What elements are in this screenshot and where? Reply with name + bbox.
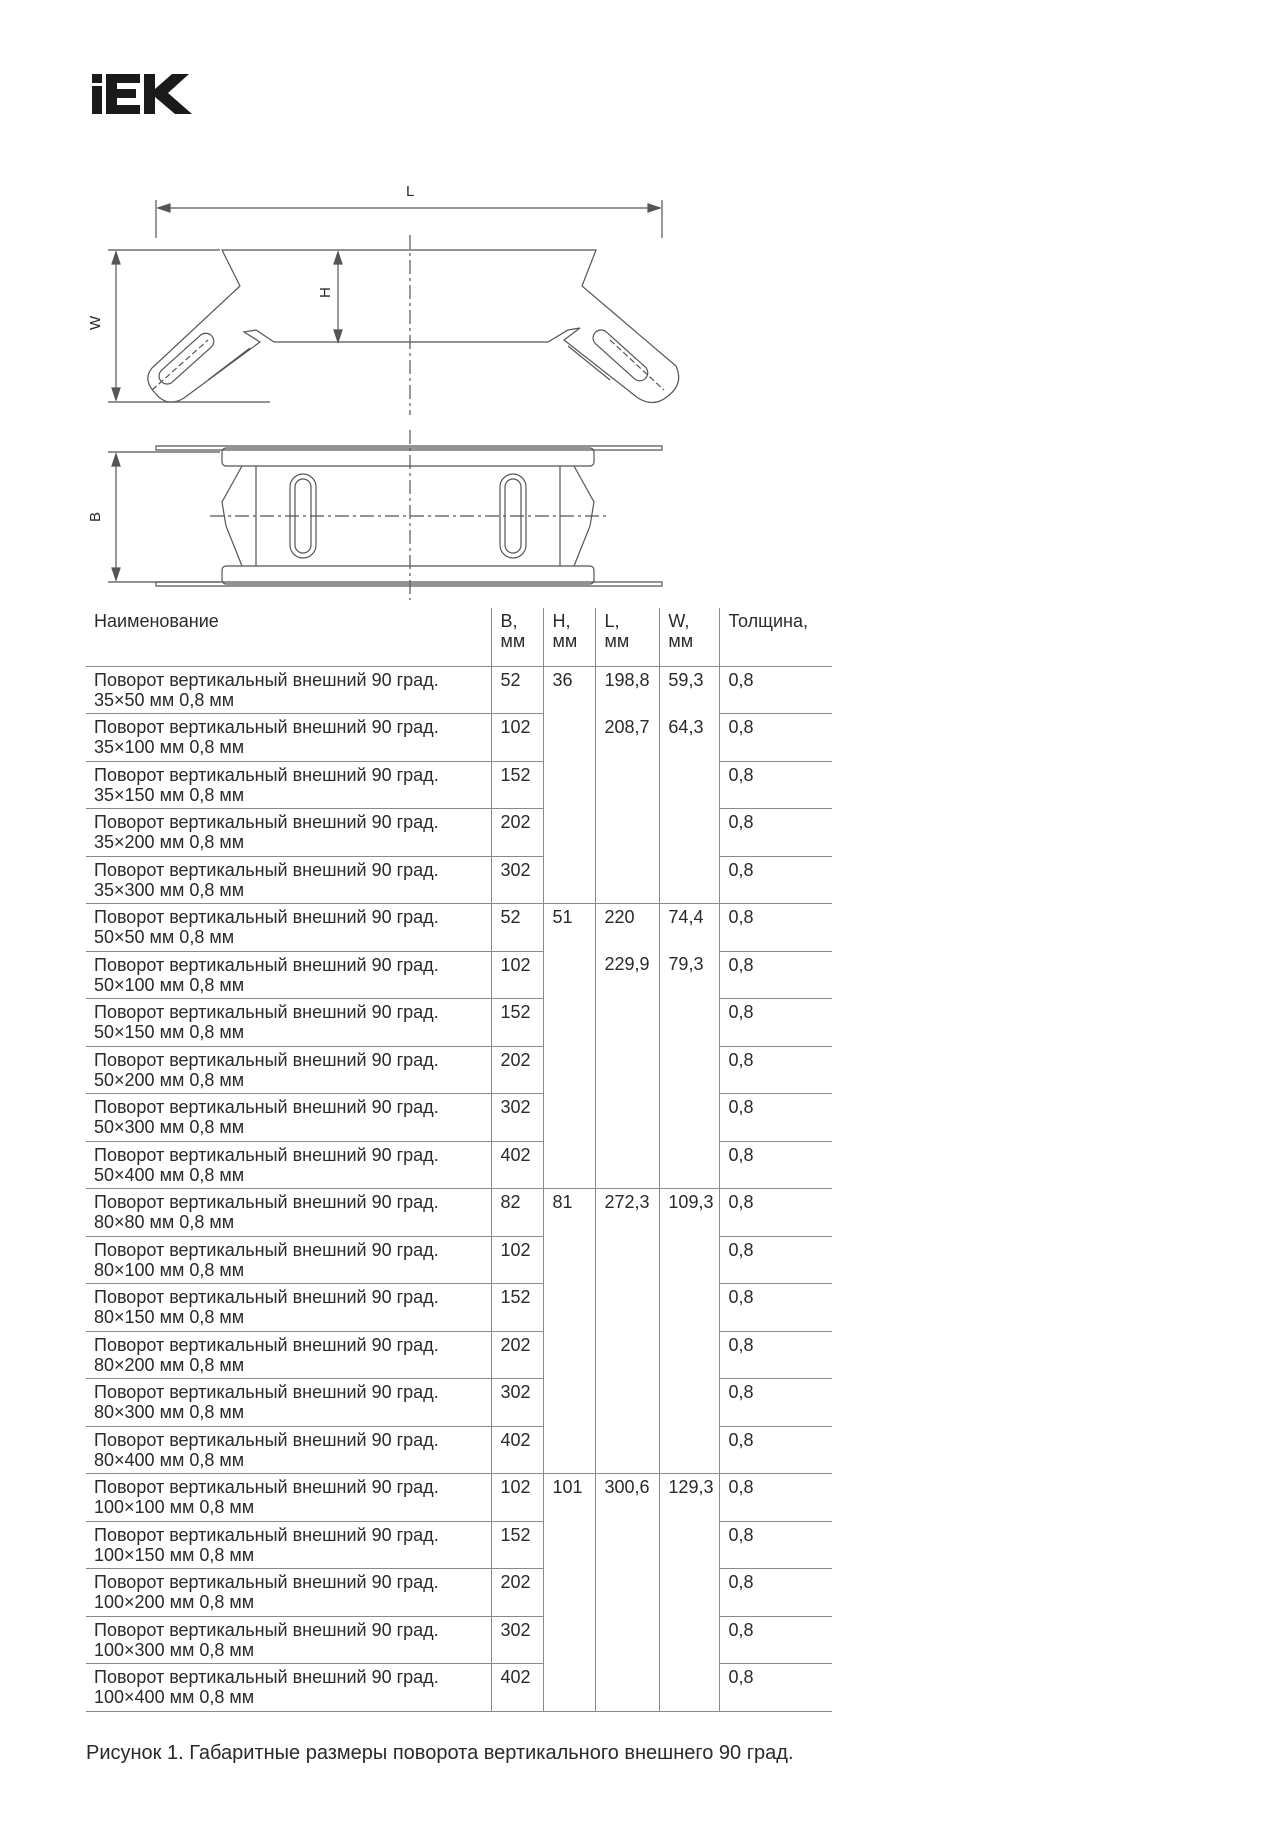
table-row — [86, 1236, 832, 1284]
cell-name — [86, 1474, 492, 1522]
cell-name — [86, 1094, 492, 1142]
cell-h — [544, 714, 596, 762]
cell-l — [596, 761, 660, 809]
table-row — [86, 714, 832, 762]
cell-l — [596, 1569, 660, 1617]
cell-l — [596, 809, 660, 857]
cell-w — [660, 1046, 720, 1094]
cell-l — [596, 1521, 660, 1569]
cell-l: 300,6 — [596, 1474, 660, 1522]
cell-l: 229,9 — [596, 951, 660, 999]
cell-thickness: 0,8 — [720, 1569, 832, 1617]
cell-thickness: 0,8 — [720, 904, 832, 952]
cell-thickness: 0,8 — [720, 1474, 832, 1522]
cell-w — [660, 1616, 720, 1664]
table-row — [86, 1331, 832, 1379]
cell-name-line2: 80×200 мм 0,8 мм — [94, 1354, 245, 1375]
cell-name — [86, 951, 492, 999]
cell-name-line1: Поворот вертикальный внешний 90 град. — [94, 717, 439, 737]
cell-b: 152 — [492, 1521, 544, 1569]
cell-h — [544, 1616, 596, 1664]
cell-h — [544, 761, 596, 809]
cell-b: 152 — [492, 1284, 544, 1332]
cell-w — [660, 1094, 720, 1142]
cell-name-line2: 50×300 мм 0,8 мм — [94, 1117, 245, 1137]
dim-label-h: H — [317, 287, 334, 298]
header-h-line1: H, — [552, 611, 571, 631]
table-row — [86, 1046, 832, 1094]
cell-l — [596, 1094, 660, 1142]
cell-b: 52 — [492, 666, 544, 714]
cell-h — [544, 1046, 596, 1094]
cell-name-line1: Поворот вертикальный внешний 90 град. — [94, 812, 439, 832]
cell-b: 82 — [492, 1189, 544, 1237]
cell-name-line2: 35×150 мм 0,8 мм — [94, 784, 245, 805]
header-b — [492, 608, 544, 666]
cell-name-line2: 35×200 мм 0,8 мм — [94, 832, 245, 852]
cell-name — [86, 1379, 492, 1427]
cell-name-line2: 50×50 мм 0,8 мм — [94, 927, 235, 947]
cell-thickness: 0,8 — [720, 666, 832, 714]
dim-label-l: L — [406, 183, 415, 200]
cell-h — [544, 1569, 596, 1617]
cell-w — [660, 1569, 720, 1617]
cell-h — [544, 1094, 596, 1142]
table-row — [86, 1094, 832, 1142]
table-row — [86, 1426, 832, 1474]
cell-name — [86, 999, 492, 1047]
cell-name — [86, 1664, 492, 1712]
cell-name-line1: Поворот вертикальный внешний 90 град. — [94, 1572, 439, 1592]
cell-name-line1: Поворот вертикальный внешний 90 град. — [94, 669, 439, 690]
cell-h: 36 — [544, 666, 596, 714]
cell-name-line2: 100×400 мм 0,8 мм — [94, 1687, 255, 1707]
table-row — [86, 761, 832, 809]
cell-b: 302 — [492, 1616, 544, 1664]
cell-thickness: 0,8 — [720, 1426, 832, 1474]
cell-name — [86, 714, 492, 762]
cell-b: 402 — [492, 1426, 544, 1474]
cell-w: 59,3 — [660, 666, 720, 714]
cell-name-line1: Поворот вертикальный внешний 90 град. — [94, 859, 439, 880]
cell-l: 220 — [596, 904, 660, 952]
cell-l — [596, 1236, 660, 1284]
cell-h: 81 — [544, 1189, 596, 1237]
header-h — [544, 608, 596, 666]
cell-w — [660, 1331, 720, 1379]
cell-name-line2: 50×150 мм 0,8 мм — [94, 1022, 245, 1042]
cell-l — [596, 1284, 660, 1332]
cell-name-line2: 50×200 мм 0,8 мм — [94, 1069, 245, 1090]
cell-l — [596, 1616, 660, 1664]
cell-name-line2: 80×80 мм 0,8 мм — [94, 1212, 235, 1232]
header-thickness-line1: Толщина, — [728, 611, 808, 631]
cell-name-line1: Поворот вертикальный внешний 90 град. — [94, 1097, 439, 1117]
cell-name-line1: Поворот вертикальный внешний 90 град. — [94, 764, 439, 785]
cell-name — [86, 809, 492, 857]
cell-thickness: 0,8 — [720, 1094, 832, 1142]
header-w — [660, 608, 720, 666]
cell-w — [660, 1236, 720, 1284]
cell-name-line1: Поворот вертикальный внешний 90 град. — [94, 907, 439, 927]
cell-l — [596, 1664, 660, 1712]
cell-b: 102 — [492, 1474, 544, 1522]
cell-thickness: 0,8 — [720, 1664, 832, 1712]
cell-w — [660, 1521, 720, 1569]
cell-b: 302 — [492, 1094, 544, 1142]
cell-l — [596, 1141, 660, 1189]
cell-name — [86, 1521, 492, 1569]
cell-name-line1: Поворот вертикальный внешний 90 град. — [94, 954, 439, 975]
cell-name — [86, 1616, 492, 1664]
cell-b: 202 — [492, 1331, 544, 1379]
cell-name-line1: Поворот вертикальный внешний 90 град. — [94, 1382, 439, 1402]
cell-w — [660, 1141, 720, 1189]
cell-name-line2: 35×300 мм 0,8 мм — [94, 879, 245, 900]
table-row — [86, 1521, 832, 1569]
cell-name-line2: 100×200 мм 0,8 мм — [94, 1592, 255, 1612]
cell-name-line1: Поворот вертикальный внешний 90 град. — [94, 1429, 439, 1450]
cell-h — [544, 999, 596, 1047]
table-row — [86, 1189, 832, 1237]
cell-l: 272,3 — [596, 1189, 660, 1237]
cell-name-line1: Поворот вертикальный внешний 90 град. — [94, 1619, 439, 1640]
table-row — [86, 999, 832, 1047]
iek-logo — [92, 74, 196, 114]
cell-b: 152 — [492, 761, 544, 809]
dim-label-w: W — [87, 315, 104, 330]
header-b-line2: мм — [500, 631, 526, 651]
cell-name-line2: 80×100 мм 0,8 мм — [94, 1259, 245, 1280]
header-l-line2: мм — [604, 631, 630, 651]
cell-h — [544, 1236, 596, 1284]
cell-name-line2: 80×150 мм 0,8 мм — [94, 1307, 245, 1327]
cell-h — [544, 1521, 596, 1569]
table-row — [86, 809, 832, 857]
cell-thickness: 0,8 — [720, 999, 832, 1047]
table-header-row — [86, 608, 832, 666]
cell-b: 202 — [492, 1046, 544, 1094]
cell-b: 52 — [492, 904, 544, 952]
cell-thickness: 0,8 — [720, 1189, 832, 1237]
cell-name-line1: Поворот вертикальный внешний 90 град. — [94, 1524, 439, 1545]
cell-h — [544, 856, 596, 904]
cell-b: 302 — [492, 1379, 544, 1427]
cell-name-line2: 80×400 мм 0,8 мм — [94, 1449, 245, 1470]
cell-l — [596, 1331, 660, 1379]
cell-w: 64,3 — [660, 714, 720, 762]
cell-name-line1: Поворот вертикальный внешний 90 град. — [94, 1049, 439, 1070]
cell-name-line1: Поворот вертикальный внешний 90 град. — [94, 1334, 439, 1355]
cell-name — [86, 761, 492, 809]
cell-b: 102 — [492, 714, 544, 762]
cell-name — [86, 1331, 492, 1379]
cell-b: 202 — [492, 809, 544, 857]
cell-name-line1: Поворот вертикальный внешний 90 град. — [94, 1192, 439, 1212]
dim-label-b: B — [87, 511, 104, 522]
table-row — [86, 1616, 832, 1664]
cell-b: 302 — [492, 856, 544, 904]
cell-thickness: 0,8 — [720, 1046, 832, 1094]
cell-w — [660, 1379, 720, 1427]
cell-thickness: 0,8 — [720, 1521, 832, 1569]
cell-h — [544, 1284, 596, 1332]
cell-b: 402 — [492, 1664, 544, 1712]
cell-thickness: 0,8 — [720, 1616, 832, 1664]
cell-w: 74,4 — [660, 904, 720, 952]
cell-name-line1: Поворот вертикальный внешний 90 град. — [94, 1667, 439, 1687]
cell-l — [596, 856, 660, 904]
dimension-drawing — [80, 180, 700, 600]
header-w-line1: W, — [668, 611, 690, 631]
table-row — [86, 666, 832, 714]
header-l-line1: L, — [604, 611, 620, 631]
cell-name-line2: 100×100 мм 0,8 мм — [94, 1497, 255, 1517]
cell-l: 198,8 — [596, 666, 660, 714]
table-row — [86, 1474, 832, 1522]
cell-h — [544, 1426, 596, 1474]
cell-l — [596, 999, 660, 1047]
cell-thickness: 0,8 — [720, 1236, 832, 1284]
cell-b: 202 — [492, 1569, 544, 1617]
cell-name-line1: Поворот вертикальный внешний 90 град. — [94, 1144, 439, 1165]
cell-name — [86, 1284, 492, 1332]
cell-name — [86, 904, 492, 952]
table-row — [86, 1569, 832, 1617]
cell-l — [596, 1046, 660, 1094]
cell-w: 79,3 — [660, 951, 720, 999]
cell-name-line1: Поворот вертикальный внешний 90 град. — [94, 1287, 439, 1307]
cell-thickness: 0,8 — [720, 809, 832, 857]
cell-name-line2: 35×50 мм 0,8 мм — [94, 689, 235, 710]
cell-h — [544, 809, 596, 857]
cell-name — [86, 666, 492, 714]
cell-h — [544, 951, 596, 999]
cell-w — [660, 1284, 720, 1332]
table-row — [86, 1141, 832, 1189]
cell-thickness: 0,8 — [720, 856, 832, 904]
cell-h — [544, 1379, 596, 1427]
table-row — [86, 1379, 832, 1427]
table-row — [86, 856, 832, 904]
cell-l — [596, 1426, 660, 1474]
cell-name-line2: 100×150 мм 0,8 мм — [94, 1544, 255, 1565]
header-thickness — [720, 608, 832, 666]
cell-name-line2: 50×400 мм 0,8 мм — [94, 1164, 245, 1185]
cell-name-line1: Поворот вертикальный внешний 90 град. — [94, 1239, 439, 1260]
cell-h — [544, 1664, 596, 1712]
cell-thickness: 0,8 — [720, 1331, 832, 1379]
table-row — [86, 1664, 832, 1712]
cell-name — [86, 1426, 492, 1474]
cell-name — [86, 1046, 492, 1094]
cell-thickness: 0,8 — [720, 1379, 832, 1427]
cell-b: 152 — [492, 999, 544, 1047]
cell-b: 102 — [492, 951, 544, 999]
cell-name-line2: 100×300 мм 0,8 мм — [94, 1639, 255, 1660]
cell-h — [544, 1331, 596, 1379]
cell-name — [86, 856, 492, 904]
table-row — [86, 904, 832, 952]
cell-thickness: 0,8 — [720, 714, 832, 762]
table-row — [86, 951, 832, 999]
cell-thickness: 0,8 — [720, 951, 832, 999]
cell-name-line2: 35×100 мм 0,8 мм — [94, 737, 245, 757]
cell-name — [86, 1141, 492, 1189]
header-h-line2: мм — [552, 631, 578, 651]
cell-w: 109,3 — [660, 1189, 720, 1237]
cell-name-line1: Поворот вертикальный внешний 90 град. — [94, 1477, 439, 1497]
cell-l: 208,7 — [596, 714, 660, 762]
cell-w — [660, 761, 720, 809]
header-l — [596, 608, 660, 666]
cell-name-line2: 80×300 мм 0,8 мм — [94, 1402, 245, 1422]
cell-thickness: 0,8 — [720, 761, 832, 809]
cell-thickness: 0,8 — [720, 1284, 832, 1332]
cell-w — [660, 856, 720, 904]
table-body — [86, 666, 832, 1711]
cell-thickness: 0,8 — [720, 1141, 832, 1189]
header-name: Наименование — [86, 608, 492, 666]
cell-w — [660, 1664, 720, 1712]
header-b-line1: B, — [500, 611, 518, 631]
cell-name-line2: 50×100 мм 0,8 мм — [94, 974, 245, 995]
cell-name — [86, 1189, 492, 1237]
cell-h — [544, 1141, 596, 1189]
cell-name — [86, 1236, 492, 1284]
cell-b: 102 — [492, 1236, 544, 1284]
cell-h: 101 — [544, 1474, 596, 1522]
figure-caption: Рисунок 1. Габаритные размеры поворота вертикального внешнего 90 град. — [86, 1742, 794, 1764]
cell-l — [596, 1379, 660, 1427]
cell-b: 402 — [492, 1141, 544, 1189]
spec-table — [86, 608, 832, 1712]
table-row — [86, 1284, 832, 1332]
cell-w — [660, 1426, 720, 1474]
cell-h: 51 — [544, 904, 596, 952]
cell-w: 129,3 — [660, 1474, 720, 1522]
cell-w — [660, 999, 720, 1047]
header-w-line2: мм — [668, 631, 694, 651]
cell-name — [86, 1569, 492, 1617]
cell-name-line1: Поворот вертикальный внешний 90 град. — [94, 1002, 439, 1022]
cell-w — [660, 809, 720, 857]
